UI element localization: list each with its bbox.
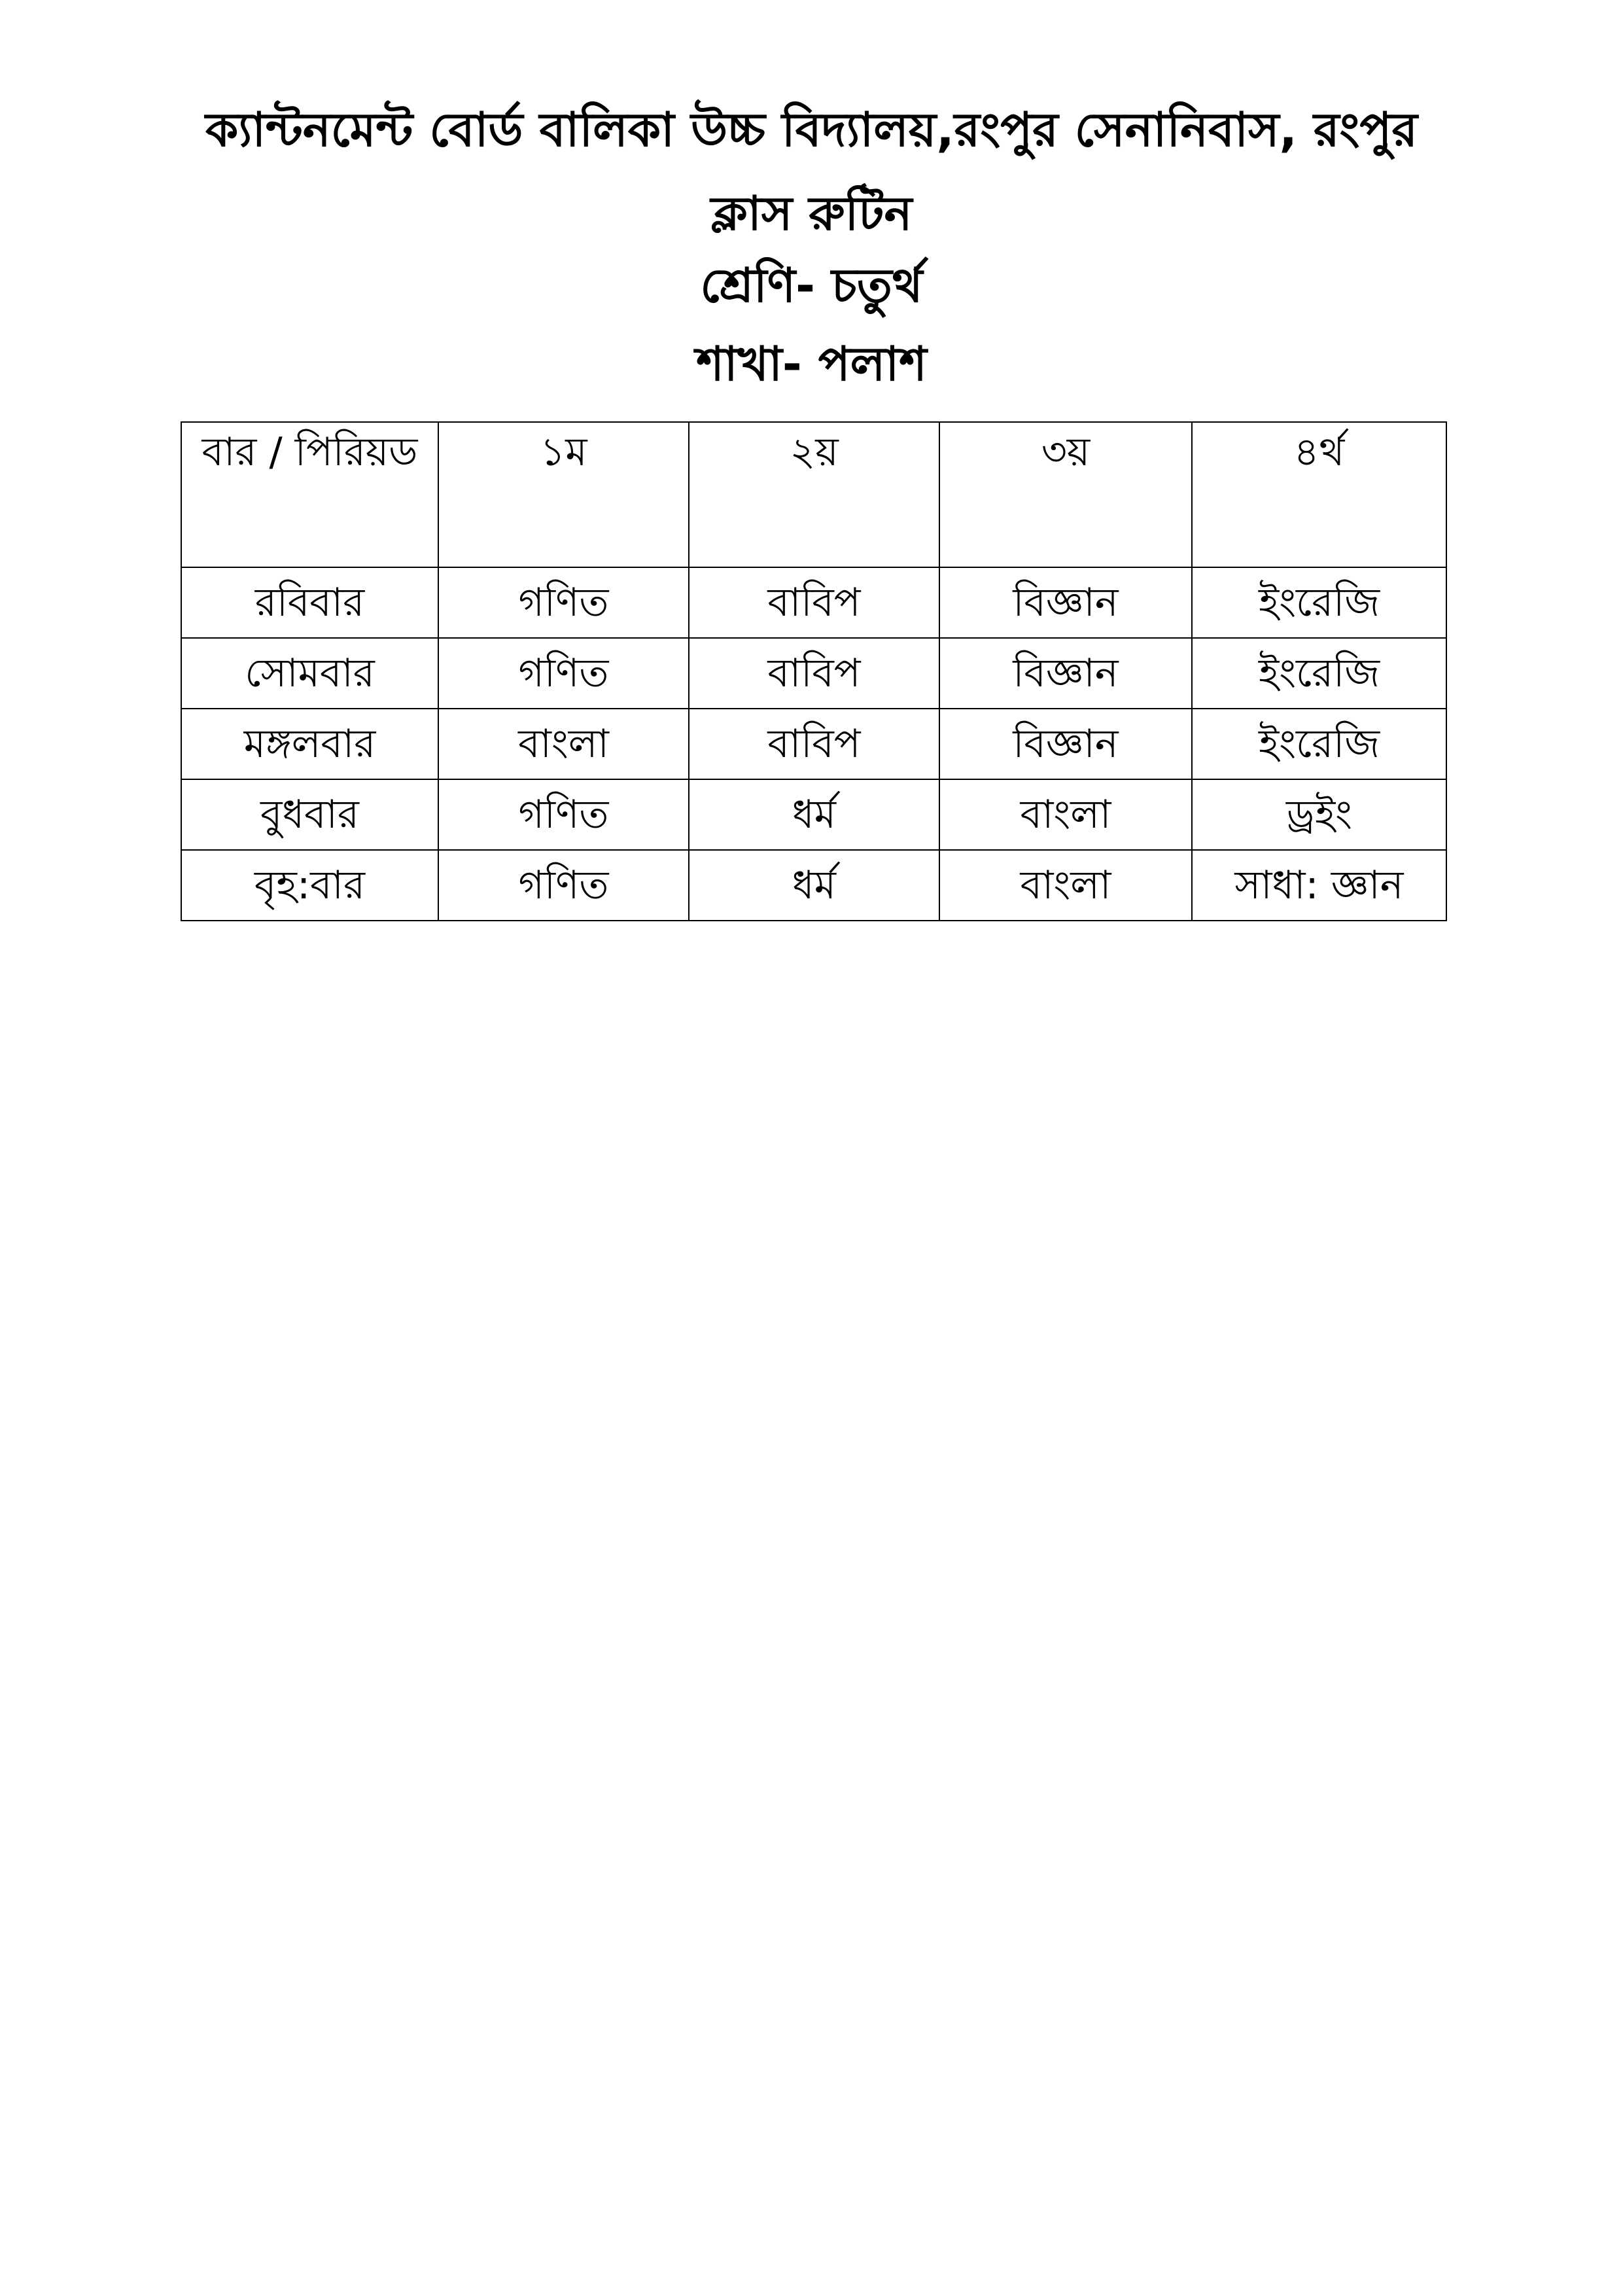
day-cell: বৃহ:বার (181, 850, 438, 921)
subject-cell: সাধা: জ্ঞান (1192, 850, 1446, 921)
class-label: শ্রেণি- চতুর্থ (700, 258, 923, 313)
school-name-heading: ক্যান্টনমেন্ট বোর্ড বালিকা উচ্চ বিদ্যালয়,রংপুর সেনানিবাস, রংপুর (205, 102, 1418, 157)
subject-cell: বাবিপ (689, 638, 939, 709)
subject-cell: ধর্ম (689, 850, 939, 921)
day-cell: রবিবার (181, 567, 438, 638)
table-row (181, 709, 1446, 779)
subject-cell: গণিত (438, 850, 689, 921)
section-label: শাখা- পলাশ (696, 336, 927, 391)
subject-cell: বিজ্ঞান (939, 638, 1192, 709)
header-cell-period-4: ৪র্থ (1192, 422, 1446, 567)
day-cell: সোমবার (181, 638, 438, 709)
subject-cell: বাংলা (939, 779, 1192, 850)
subject-cell: বাংলা (438, 709, 689, 779)
subject-cell: বাংলা (939, 850, 1192, 921)
table-row (181, 779, 1446, 850)
subject-cell: ধর্ম (689, 779, 939, 850)
table-row (181, 567, 1446, 638)
subject-cell: ইংরেজি (1192, 567, 1446, 638)
subject-cell: বিজ্ঞান (939, 567, 1192, 638)
subject-cell: ইংরেজি (1192, 709, 1446, 779)
routine-table (181, 421, 1447, 921)
table-row (181, 638, 1446, 709)
subject-cell: ড্রইং (1192, 779, 1446, 850)
subject-cell: ইংরেজি (1192, 638, 1446, 709)
subject-cell: বাবিপ (689, 709, 939, 779)
header-cell-period-1: ১ম (438, 422, 689, 567)
subject-cell: বিজ্ঞান (939, 709, 1192, 779)
header-cell-period-3: ৩য় (939, 422, 1192, 567)
subject-cell: গণিত (438, 567, 689, 638)
table-row (181, 850, 1446, 921)
header-cell-period-2: ২য় (689, 422, 939, 567)
subject-cell: বাবিপ (689, 567, 939, 638)
subject-cell: গণিত (438, 779, 689, 850)
day-cell: মঙ্গলবার (181, 709, 438, 779)
routine-title: ক্লাস রুটিন (710, 186, 913, 241)
header-cell-day-period: বার / পিরিয়ড (181, 422, 438, 567)
table-header-row (181, 422, 1446, 567)
day-cell: বুধবার (181, 779, 438, 850)
subject-cell: গণিত (438, 638, 689, 709)
